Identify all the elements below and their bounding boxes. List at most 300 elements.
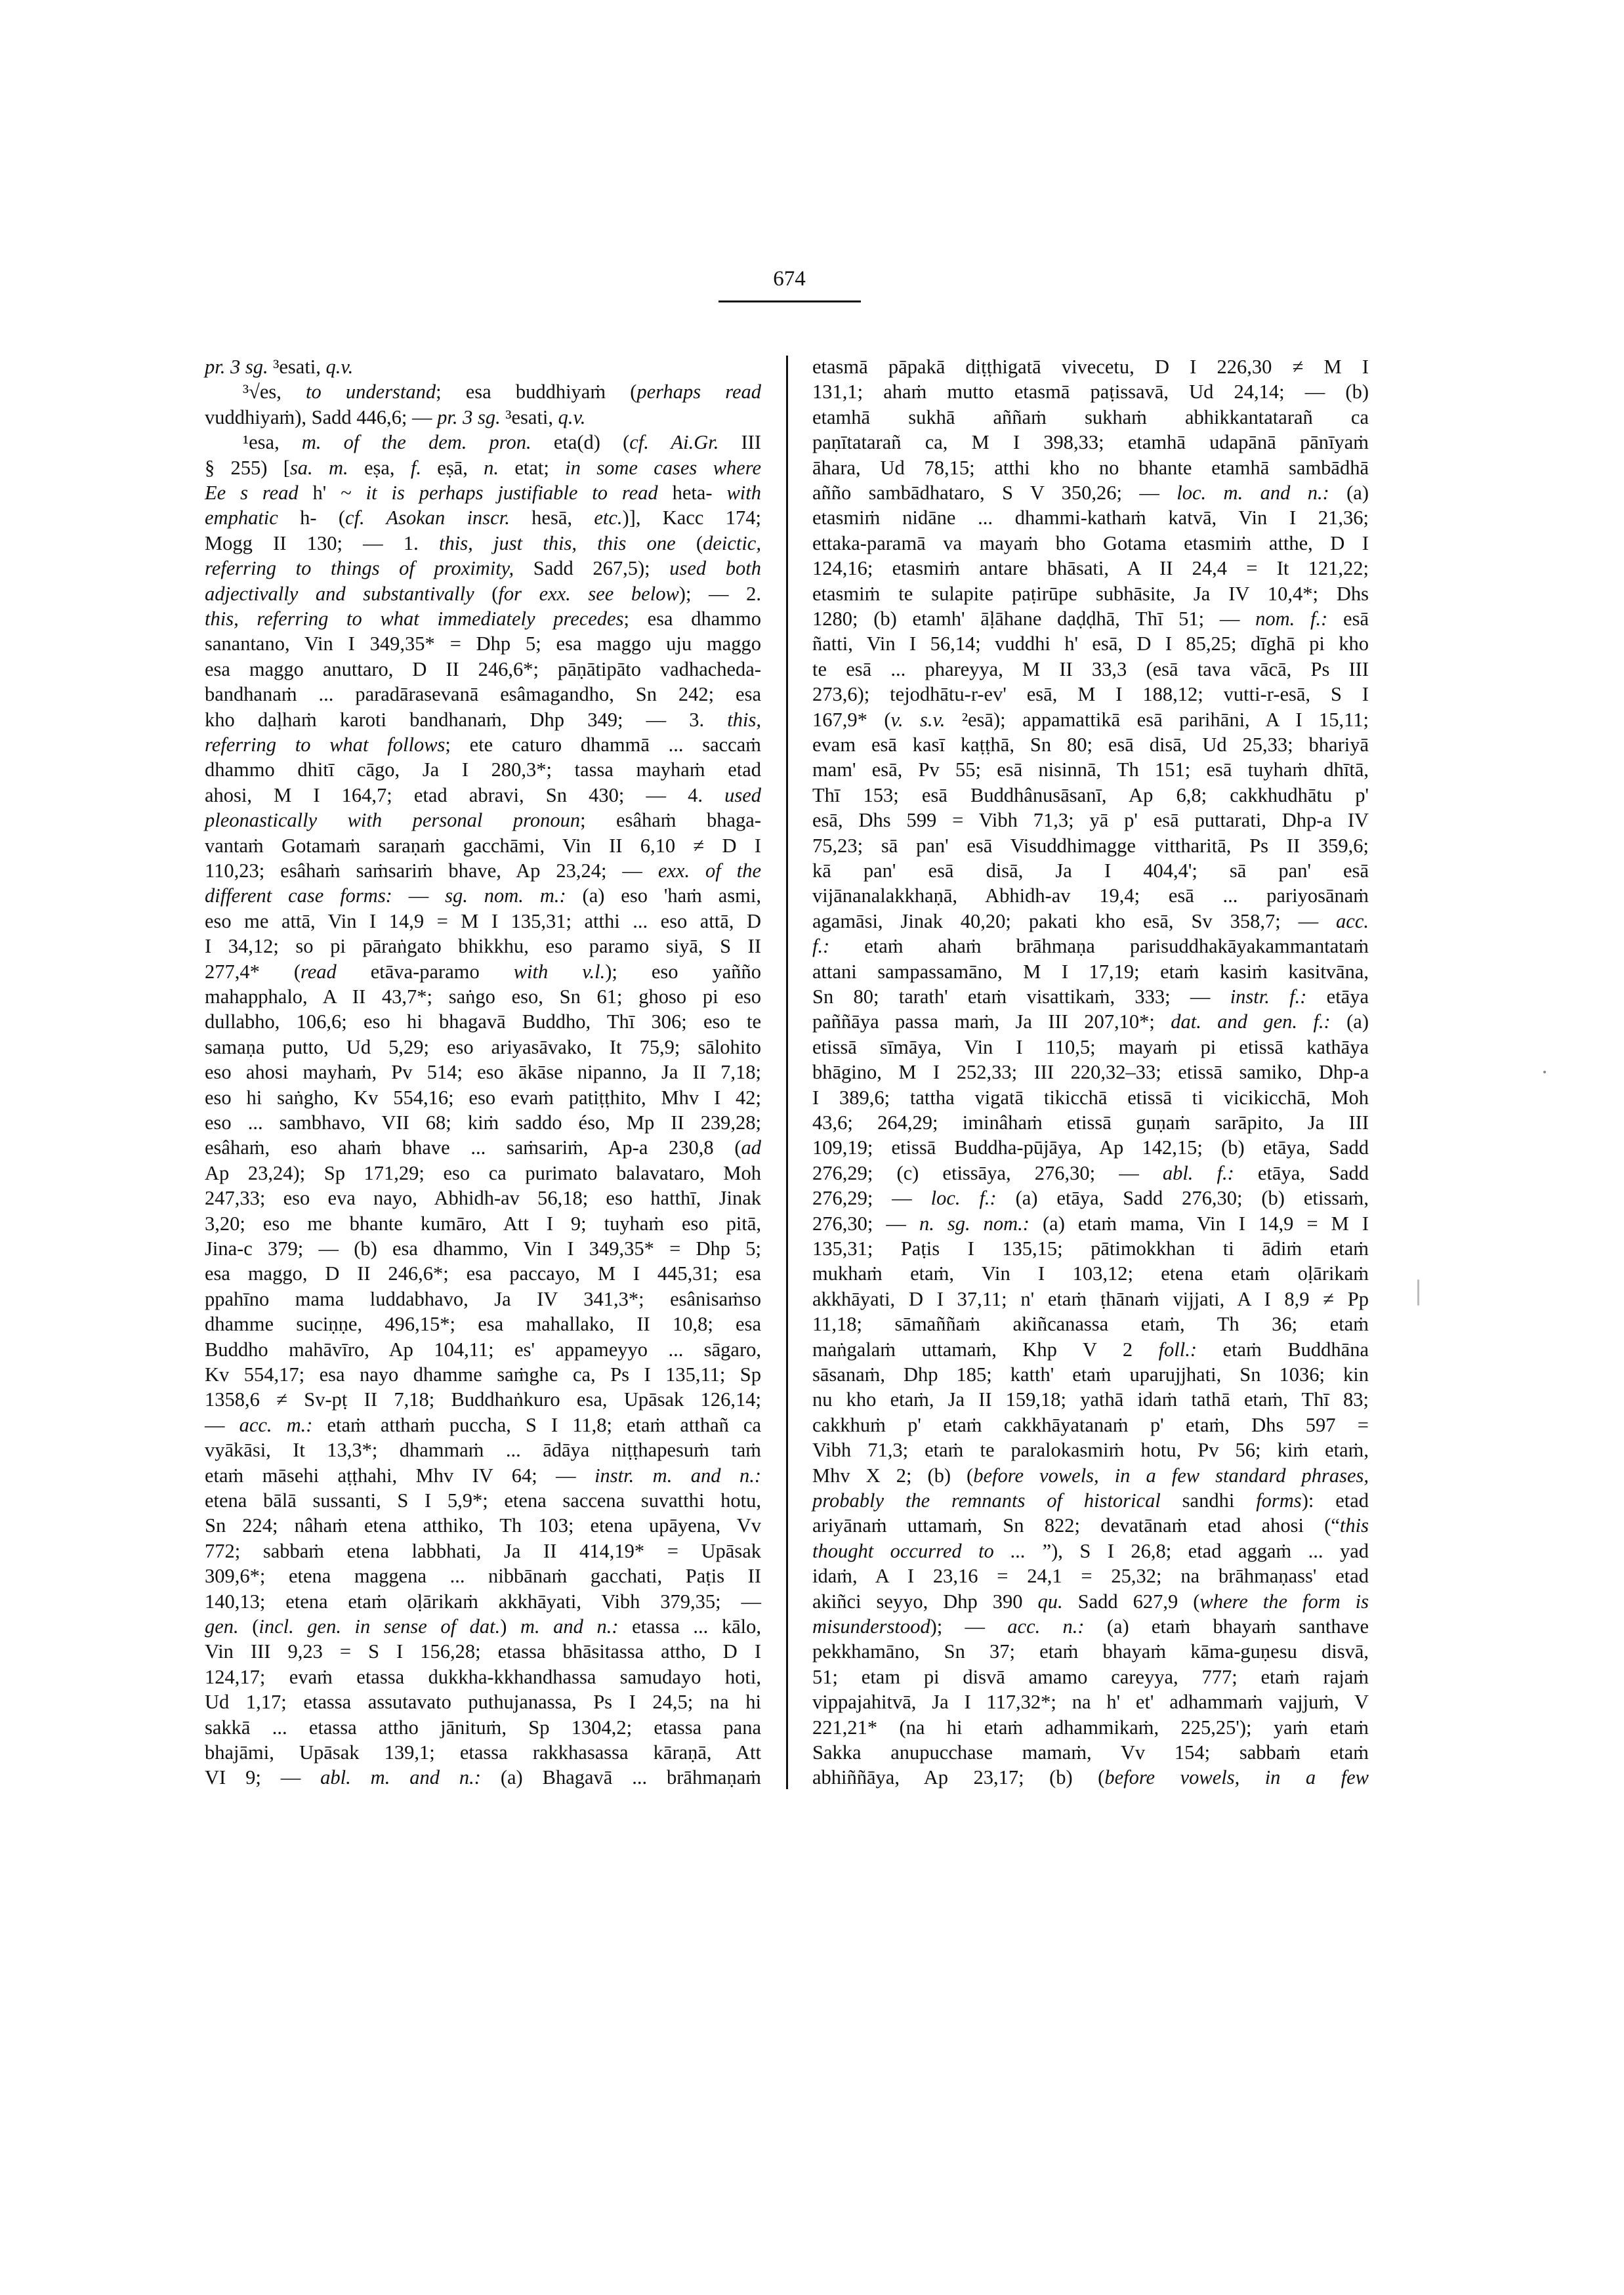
text-run: 273,6); tejodhātu-r-ev' esā, M I 188,12; vutti-r-esā, S I (812, 683, 1369, 706)
text-line (812, 1664, 1369, 1689)
text-run: mam' esā, Pv 55; esā nisinnā, Th 151; esā tuyhaṁ dhītā, (812, 758, 1369, 781)
italic-run: different case forms: (205, 884, 392, 907)
text-run: (a) (1329, 482, 1369, 504)
text-run: eso me attā, Vin I 14,9 = M I 135,31; atthi ... eso attā, D (205, 909, 761, 932)
text-run: eta(d) ( (531, 431, 630, 454)
italic-run: with (726, 482, 762, 504)
italic-run: sg. nom. m.: (445, 884, 566, 907)
text-line (205, 606, 761, 631)
text-run: eṣa, (348, 456, 411, 479)
text-run: 309,6*; etena maggena ... nibbānaṁ gacchati, Paṭis II (205, 1565, 761, 1588)
text-line (205, 1664, 761, 1689)
text-run: 75,23; sā pan' esā Visuddhimagge vittharitā, Ps II 359,6; (812, 834, 1369, 857)
text-run: 135,31; Paṭis I 135,15; pātimokkhan ti ādiṁ etaṁ (812, 1237, 1369, 1260)
text-line (812, 1513, 1369, 1538)
text-line (205, 1009, 761, 1034)
text-run: etena bālā sussanti, S I 5,9*; etena saccena suvatthi hotu, (205, 1489, 761, 1512)
italic-run: where the form is (1199, 1590, 1369, 1613)
text-run: )], Kacc 174; (622, 507, 761, 529)
text-run: etaṁ māsehi aṭṭhahi, Mhv IV 64; — (205, 1464, 595, 1487)
text-run: sandhi (1160, 1489, 1257, 1512)
text-run: evam esā kasī kaṭṭhā, Sn 80; esā disā, Ud 25,33; bhariyā (812, 734, 1369, 756)
italic-run: forms (1256, 1489, 1302, 1512)
text-run: 140,13; etena etaṁ oḷārikaṁ akkhāyati, Vibh 379,35; — (205, 1590, 761, 1613)
text-line (812, 657, 1369, 682)
text-line (812, 505, 1369, 530)
text-run: Jina-c 379; — (b) esa dhammo, Vin I 349,35* = Dhp 5; (205, 1237, 761, 1260)
italic-run: nom. f.: (1255, 608, 1328, 630)
text-run: samaṇa putto, Ud 5,29; eso ariyasāvako, It 75,9; sālohito (205, 1035, 761, 1058)
italic-run: this, just this, this one (439, 531, 676, 554)
text-run: ); — (930, 1615, 1008, 1638)
text-run: mukhaṁ etaṁ, Vin I 103,12; etena etaṁ oḷārikaṁ (812, 1262, 1369, 1285)
text-line (205, 984, 761, 1009)
text-run: ariyānaṁ uttamaṁ, Sn 822; devatānaṁ etad ahosi (“ (812, 1514, 1340, 1537)
text-run: kā pan' esā disā, Ja I 404,4'; sā pan' esā (812, 859, 1369, 882)
italic-run: before vowels, in a few (1104, 1766, 1369, 1789)
italic-run: m. and n.: (520, 1615, 619, 1638)
text-run: 276,29; — (812, 1187, 931, 1210)
text-line (205, 1689, 761, 1714)
text-run: paṇītatarañ ca, M I 398,33; etamhā udapānā pānīyaṁ (812, 431, 1369, 454)
text-run: Vin III 9,23 = S I 156,28; etassa bhāsitassa attho, D I (205, 1640, 761, 1663)
text-run: dhammo dhitī cāgo, Ja I 280,3*; tassa mayhaṁ etad (205, 758, 761, 781)
text-run: (a) eso 'haṁ asmi, (566, 884, 761, 907)
text-line (205, 1740, 761, 1765)
text-run: Sadd 267,5); (514, 557, 670, 580)
text-run: etasmiṁ te sulapite paṭirūpe subhāsite, Ja IV 10,4*; Dhs (812, 582, 1369, 605)
italic-run: read (301, 960, 337, 983)
italic-run: q.v. (558, 405, 586, 428)
text-line (205, 556, 761, 581)
text-line (812, 682, 1369, 707)
italic-run: abl. f.: (1162, 1161, 1234, 1184)
text-line (812, 1689, 1369, 1714)
text-run: sakkā ... etassa attho jānituṁ, Sp 1304,2; etassa pana (205, 1716, 761, 1739)
italic-run: this, referring to what immediately precedes (205, 608, 624, 630)
text-run: akkhāyati, D I 37,11; n' etaṁ ṭhānaṁ vijjati, A I 8,9 ≠ Pp (812, 1287, 1369, 1310)
text-run: esā (1327, 608, 1369, 630)
text-run: § 255) [ (205, 456, 290, 479)
text-line (812, 1387, 1369, 1412)
text-run: bhajāmi, Upāsak 139,1; etassa rakkhasassa kāraṇā, Att (205, 1741, 761, 1764)
text-run: hesā, (509, 507, 594, 529)
italic-run: n. sg. nom.: (919, 1212, 1030, 1235)
text-line (812, 1009, 1369, 1034)
italic-run: adjectivally and substantivally (205, 582, 474, 605)
text-run: heta- (657, 482, 727, 504)
text-line (205, 657, 761, 682)
text-line (812, 455, 1369, 480)
text-run: 11,18; sāmaññaṁ akiñcanassa etaṁ, Th 36; etaṁ (812, 1313, 1369, 1336)
text-line (205, 505, 761, 530)
text-line (205, 934, 761, 959)
italic-run: this (1339, 1514, 1369, 1537)
text-run: Ud 1,17; etassa assutavato puthujanassa, Ps I 24,5; na hi (205, 1691, 761, 1714)
text-line (812, 1211, 1369, 1236)
text-line (812, 1488, 1369, 1513)
text-line (205, 808, 761, 833)
italic-run: v. s.v. (890, 708, 946, 731)
text-run: h' ~ (298, 482, 366, 504)
text-run: bhāgino, M I 252,33; III 220,32–33; etissā samiko, Dhp-a (812, 1061, 1369, 1084)
italic-run: this, (727, 708, 761, 731)
italic-run: in some cases where (565, 456, 761, 479)
italic-run: pr. 3 sg. (205, 356, 268, 378)
text-line (205, 1236, 761, 1261)
text-line (205, 1513, 761, 1538)
italic-run: used both (669, 557, 761, 580)
text-run: vantaṁ Gotamaṁ saraṇaṁ gacchāmi, Vin II 6,10 ≠ D I (205, 834, 761, 857)
text-run: ( (474, 582, 499, 605)
text-line (205, 1765, 761, 1790)
italic-run: q.v. (325, 356, 354, 378)
text-line (812, 1715, 1369, 1740)
text-line (205, 1211, 761, 1236)
italic-run: it is perhaps justifiable to read (365, 482, 658, 504)
text-run: (a) etāya, Sadd 276,30; (b) etissaṁ, (996, 1187, 1369, 1210)
text-line (812, 1312, 1369, 1336)
italic-run: referring to things of proximity, (205, 557, 514, 580)
text-run: 109,19; etissā Buddha-pūjāya, Ap 142,15; (b) etāya, Sadd (812, 1136, 1369, 1159)
text-run: 221,21* (na hi etaṁ adhammikaṁ, 225,25'); yaṁ etaṁ (812, 1716, 1369, 1739)
text-run: Vibh 71,3; etaṁ te paralokasmiṁ hotu, Pv 56; kiṁ etaṁ, (812, 1439, 1369, 1462)
text-line (812, 883, 1369, 908)
italic-run: before vowels, in a few standard phrases, (973, 1464, 1369, 1487)
text-run: Sn 80; tarath' etaṁ visattikaṁ, 333; — (812, 985, 1230, 1008)
text-run: mahapphalo, A II 43,7*; saṅgo eso, Sn 61; ghoso pi eso (205, 985, 761, 1008)
text-run: attani sampassamāno, M I 17,19; etaṁ kasiṁ kasitvāna, (812, 960, 1369, 983)
italic-run: sa. m. (289, 456, 348, 479)
text-line (205, 959, 761, 984)
italic-run: referring to what follows (205, 734, 446, 756)
text-run: dhamme suciṇṇe, 496,15*; esa mahallako, II 10,8; esa (205, 1313, 761, 1336)
text-run: Sakka anupucchase mamaṁ, Vv 154; sabbaṁ etaṁ (812, 1741, 1369, 1764)
text-line (205, 707, 761, 732)
text-line (205, 1437, 761, 1462)
text-run: etaṁ atthaṁ puccha, S I 11,8; etaṁ atthañ ca (312, 1413, 761, 1436)
italic-run: deictic, (703, 531, 761, 554)
text-run: ( (675, 531, 703, 554)
text-run: vuddhiyaṁ), Sadd 446,6; — (205, 405, 438, 428)
text-run: — (205, 1413, 239, 1436)
text-line (205, 858, 761, 883)
text-line (205, 1413, 761, 1437)
text-run: maṅgalaṁ uttamaṁ, Khp V 2 (812, 1338, 1159, 1361)
text-line (812, 606, 1369, 631)
italic-run: gen. (205, 1615, 239, 1638)
text-run: akiñci seyyo, Dhp 390 (812, 1590, 1038, 1613)
italic-run: qu. (1037, 1590, 1063, 1613)
text-line (205, 757, 761, 782)
text-run: ): etad (1301, 1489, 1369, 1512)
text-run: ) (500, 1615, 520, 1638)
italic-run: perhaps read (636, 381, 761, 403)
text-line (812, 1589, 1369, 1614)
text-line (812, 757, 1369, 782)
text-line (205, 354, 761, 379)
text-line (205, 631, 761, 656)
text-line (812, 1765, 1369, 1790)
text-run: eso hi saṅgho, Kv 554,16; eso evaṁ patiṭṭhito, Mhv I 42; (205, 1086, 761, 1109)
text-line (812, 1539, 1369, 1563)
text-line (812, 354, 1369, 379)
text-run: esa maggo, D II 246,6*; esa paccayo, M I 445,31; esa (205, 1262, 761, 1285)
text-line (812, 1035, 1369, 1060)
text-run: ; esa dhammo (623, 608, 761, 630)
text-run: VI 9; — (205, 1766, 321, 1789)
italic-run: instr. f.: (1230, 985, 1307, 1008)
text-run: (a) etaṁ bhayaṁ santhave (1084, 1615, 1369, 1638)
italic-run: f.: (812, 935, 830, 958)
text-run: añño sambādhataro, S V 350,26; — (812, 482, 1177, 504)
text-run: etāya, Sadd (1234, 1161, 1369, 1184)
text-run: etāya (1306, 985, 1369, 1008)
italic-run: probably the remnants of historical (812, 1489, 1161, 1512)
text-run: ettaka-paramā va mayaṁ bho Gotama etasmiṁ atthe, D I (812, 531, 1369, 554)
text-line (812, 1110, 1369, 1135)
text-line (812, 984, 1369, 1009)
text-run: ); eso yañño (605, 960, 761, 983)
text-line (812, 707, 1369, 732)
text-run: idaṁ, A I 23,16 = 24,1 = 25,32; na brāhmaṇass' etad (812, 1565, 1369, 1588)
text-line (812, 1563, 1369, 1588)
text-run: bandhanaṁ ... paradārasevanā esâmagandho, Sn 242; esa (205, 683, 761, 706)
italic-run: cf. Asokan inscr. (345, 507, 510, 529)
italic-run: etc. (594, 507, 623, 529)
text-run: ³esati, (268, 356, 326, 378)
text-run: 276,30; — (812, 1212, 919, 1235)
text-line (205, 1589, 761, 1614)
text-line (205, 1060, 761, 1085)
text-line (812, 1161, 1369, 1186)
header-rule (718, 300, 861, 302)
text-line (205, 1463, 761, 1488)
text-line (812, 959, 1369, 984)
text-run: ”), S I 26,8; etad aggaṁ ... yad (1026, 1539, 1369, 1562)
text-run: ahosi, M I 164,7; etad abravi, Sn 430; — 4. (205, 783, 725, 806)
text-run: 124,17; evaṁ etassa dukkha-kkhandhassa samudayo hoti, (205, 1665, 761, 1688)
text-run: etassa ... kālo, (618, 1615, 761, 1638)
italic-run: emphatic (205, 507, 278, 529)
text-run: 3,20; eso me bhante kumāro, Att I 9; tuyhaṁ eso pitā, (205, 1212, 761, 1235)
text-line (205, 682, 761, 707)
text-line (812, 1236, 1369, 1261)
italic-run: f. (410, 456, 421, 479)
text-line (812, 1085, 1369, 1110)
italic-run: abl. m. and n.: (320, 1766, 481, 1789)
italic-run: acc. (1336, 909, 1369, 932)
text-run: 276,29; (c) etissāya, 276,30; — (812, 1161, 1163, 1184)
text-line (812, 1135, 1369, 1160)
text-line (205, 531, 761, 556)
text-run: sanantano, Vin I 349,35* = Dhp 5; esa maggo uju maggo (205, 632, 761, 655)
italic-run: loc. f.: (930, 1187, 997, 1210)
text-line (243, 430, 761, 455)
text-line (812, 1639, 1369, 1664)
italic-run: n. (484, 456, 499, 479)
text-line (812, 430, 1369, 455)
text-line (205, 1337, 761, 1362)
italic-run: dat. and gen. f.: (1171, 1010, 1331, 1033)
text-line (812, 556, 1369, 581)
text-run: I 389,6; tattha vigatā tikicchā etissā ti vicikicchā, Moh (812, 1086, 1369, 1109)
italic-run: for exx. see below (498, 582, 679, 605)
text-run: vijānanalakkhaṇā, Abhidh-av 19,4; esā ... pariyosānaṁ (812, 884, 1369, 907)
text-line (812, 1337, 1369, 1362)
text-line (812, 1614, 1369, 1639)
italic-run: incl. gen. in sense of dat. (259, 1615, 501, 1638)
text-run: eṣā, (421, 456, 484, 479)
text-run: sāsanaṁ, Dhp 185; katth' etaṁ uparujjhati, Sn 1036; kin (812, 1363, 1369, 1386)
text-run: te esā ... phareyya, M II 33,3 (esā tava vācā, Ps III (812, 657, 1369, 680)
text-line (812, 1186, 1369, 1210)
text-run: (a) (1330, 1010, 1369, 1033)
text-run: Sadd 627,9 ( (1062, 1590, 1200, 1613)
text-run: Ap 23,24); Sp 171,29; eso ca purimato balavataro, Moh (205, 1161, 761, 1184)
text-run: 124,16; etasmiṁ antare bhāsati, A II 24,4 = It 121,22; (812, 557, 1369, 580)
text-line (205, 783, 761, 808)
text-run: etasmiṁ nidāne ... dhammi-kathaṁ katvā, Vin I 21,36; (812, 507, 1369, 529)
text-line (205, 581, 761, 606)
text-run: etamhā sukhā aññaṁ sukhaṁ abhikkantatarañ ca (812, 405, 1369, 428)
text-line (205, 480, 761, 505)
text-line (205, 883, 761, 908)
text-run: ²esā); appamattikā esā parihāni, A I 15,11; (945, 708, 1369, 731)
text-run: Mhv X 2; (b) ( (812, 1464, 974, 1487)
text-run: eso ... sambhavo, VII 68; kiṁ saddo éso, Mp II 239,28; (205, 1111, 761, 1134)
text-run: 51; etam pi disvā amamo careyya, 777; etaṁ rajaṁ (812, 1665, 1369, 1688)
text-line (205, 1287, 761, 1312)
text-line (205, 1035, 761, 1060)
italic-run: to understand (306, 381, 436, 403)
scan-speck (1543, 1071, 1546, 1073)
page-number: 674 (773, 267, 806, 291)
text-run: ñatti, Vin I 56,14; vuddhi h' esā, D I 85,25; dīghā pi kho (812, 632, 1369, 655)
text-run: etaṁ Buddhāna (1197, 1338, 1369, 1361)
text-line (205, 455, 761, 480)
text-run: Sn 224; nâhaṁ etena atthiko, Th 103; etena upāyena, Vv (205, 1514, 761, 1537)
text-run: 1358,6 ≠ Sv-pṭ II 7,18; Buddhaṅkuro esa, Upāsak 126,14; (205, 1388, 761, 1411)
italic-run: acc. m.: (239, 1413, 313, 1436)
text-line (812, 808, 1369, 833)
text-run: dullabho, 106,6; eso hi bhagavā Buddho, Thī 306; eso te (205, 1010, 761, 1033)
text-run: abhiññāya, Ap 23,17; (b) ( (812, 1766, 1105, 1789)
text-run: nu kho etaṁ, Ja II 159,18; yathā idaṁ tathā etaṁ, Thī 83; (812, 1388, 1369, 1411)
italic-run: foll.: (1158, 1338, 1197, 1361)
text-run: paññāya passa maṁ, Ja III 207,10*; (812, 1010, 1171, 1033)
text-line (812, 379, 1369, 404)
text-run: (a) Bhagavā ... brāhmaṇaṁ (480, 1766, 761, 1789)
italic-run: acc. n.: (1007, 1615, 1085, 1638)
text-line (205, 1085, 761, 1110)
text-run: — (392, 884, 446, 907)
text-line (205, 1563, 761, 1588)
text-run: 247,33; eso eva nayo, Abhidh-av 56,18; eso hatthī, Jinak (205, 1187, 761, 1210)
text-line (205, 909, 761, 934)
text-line (205, 405, 761, 430)
text-run: 772; sabbaṁ etena labbhati, Ja II 414,19* = Upāsak (205, 1539, 761, 1562)
text-run: ¹esa, (243, 431, 302, 454)
text-line (205, 1387, 761, 1412)
text-line (205, 1161, 761, 1186)
text-line (205, 1110, 761, 1135)
italic-run: thought occurred to ... (812, 1539, 1026, 1562)
text-run: esā, Dhs 599 = Vibh 71,3; yā p' esā puttarati, Dhp-a IV (812, 809, 1369, 832)
text-line (812, 405, 1369, 430)
text-run: cakkhuṁ p' etaṁ cakkhāyatanaṁ p' etaṁ, Dhs 597 = (812, 1413, 1369, 1436)
text-run: ; ete caturo dhammā ... saccaṁ (445, 734, 761, 756)
italic-run: exx. of the (657, 859, 761, 882)
text-run: etāva-paramo (336, 960, 514, 983)
text-line (812, 531, 1369, 556)
italic-run: loc. m. and n.: (1176, 482, 1329, 504)
text-line (812, 1437, 1369, 1462)
italic-run: pleonastically with personal pronoun (205, 809, 581, 832)
text-run: vippajahitvā, Ja I 117,32*; na h' et' adhammaṁ vajjuṁ, V (812, 1691, 1369, 1714)
text-run: h- ( (278, 507, 346, 529)
text-run: āhara, Ud 78,15; atthi kho no bhante etamhā sambādhā (812, 456, 1369, 479)
text-line (205, 1639, 761, 1664)
text-run: Buddho mahāvīro, Ap 104,11; es' appameyyo ... sāgaro, (205, 1338, 761, 1361)
text-run: ³esati, (500, 405, 558, 428)
text-run: pekkhamāno, Sn 37; etaṁ bhayaṁ kāma-guṇesu disvā, (812, 1640, 1369, 1663)
italic-run: Ee s read (205, 482, 299, 504)
text-line (812, 581, 1369, 606)
text-line (812, 1060, 1369, 1085)
text-line (812, 1362, 1369, 1387)
text-line (205, 833, 761, 858)
text-line (812, 909, 1369, 934)
text-line (812, 1740, 1369, 1765)
text-line (205, 1186, 761, 1210)
italic-run: pr. 3 sg. (437, 405, 501, 428)
text-run: vyākāsi, It 13,3*; dhammaṁ ... ādāya niṭṭhapesuṁ taṁ (205, 1439, 761, 1462)
text-line (812, 631, 1369, 656)
text-line (812, 732, 1369, 757)
italic-run: cf. Ai.Gr. (629, 431, 719, 454)
text-line (812, 1463, 1369, 1488)
text-run: ³√es, (243, 381, 306, 403)
text-run: esâhaṁ, eso ahaṁ bhave ... saṁsariṁ, Ap-a 230,8 ( (205, 1136, 741, 1159)
text-run: etaṁ ahaṁ brāhmaṇa parisuddhakāyakammantataṁ (829, 935, 1369, 958)
text-run: esa maggo anuttaro, D II 246,6*; pāṇātipāto vadhacheda- (205, 657, 761, 680)
italic-run: instr. m. and n.: (594, 1464, 761, 1487)
text-run: ); — 2. (678, 582, 761, 605)
text-run: ; esâhaṁ bhaga- (580, 809, 761, 832)
text-line (205, 1135, 761, 1160)
text-run: 131,1; ahaṁ mutto etasmā paṭissavā, Ud 24,14; — (b) (812, 381, 1369, 403)
text-line (812, 833, 1369, 858)
text-run: III (718, 431, 761, 454)
text-line (812, 858, 1369, 883)
text-line (812, 1413, 1369, 1437)
italic-run: misunderstood (812, 1615, 930, 1638)
text-run: agamāsi, Jinak 40,20; pakati kho esā, Sv 358,7; — (812, 909, 1337, 932)
italic-run: used (724, 783, 761, 806)
text-run: Kv 554,17; esa nayo dhamme saṁghe ca, Ps I 135,11; Sp (205, 1363, 761, 1386)
text-run: 1280; (b) etamh' āḷāhane daḍḍhā, Thī 51; — (812, 608, 1256, 630)
text-run: ( (238, 1615, 259, 1638)
text-line (812, 1261, 1369, 1286)
scan-speck (1417, 1279, 1419, 1306)
text-line (205, 1539, 761, 1563)
text-line (205, 1488, 761, 1513)
text-line (205, 1715, 761, 1740)
text-run: (a) etaṁ mama, Vin I 14,9 = M I (1029, 1212, 1369, 1235)
text-line (243, 379, 761, 404)
text-run: I 34,12; so pi pāraṅgato bhikkhu, eso paramo siyā, S II (205, 935, 761, 958)
